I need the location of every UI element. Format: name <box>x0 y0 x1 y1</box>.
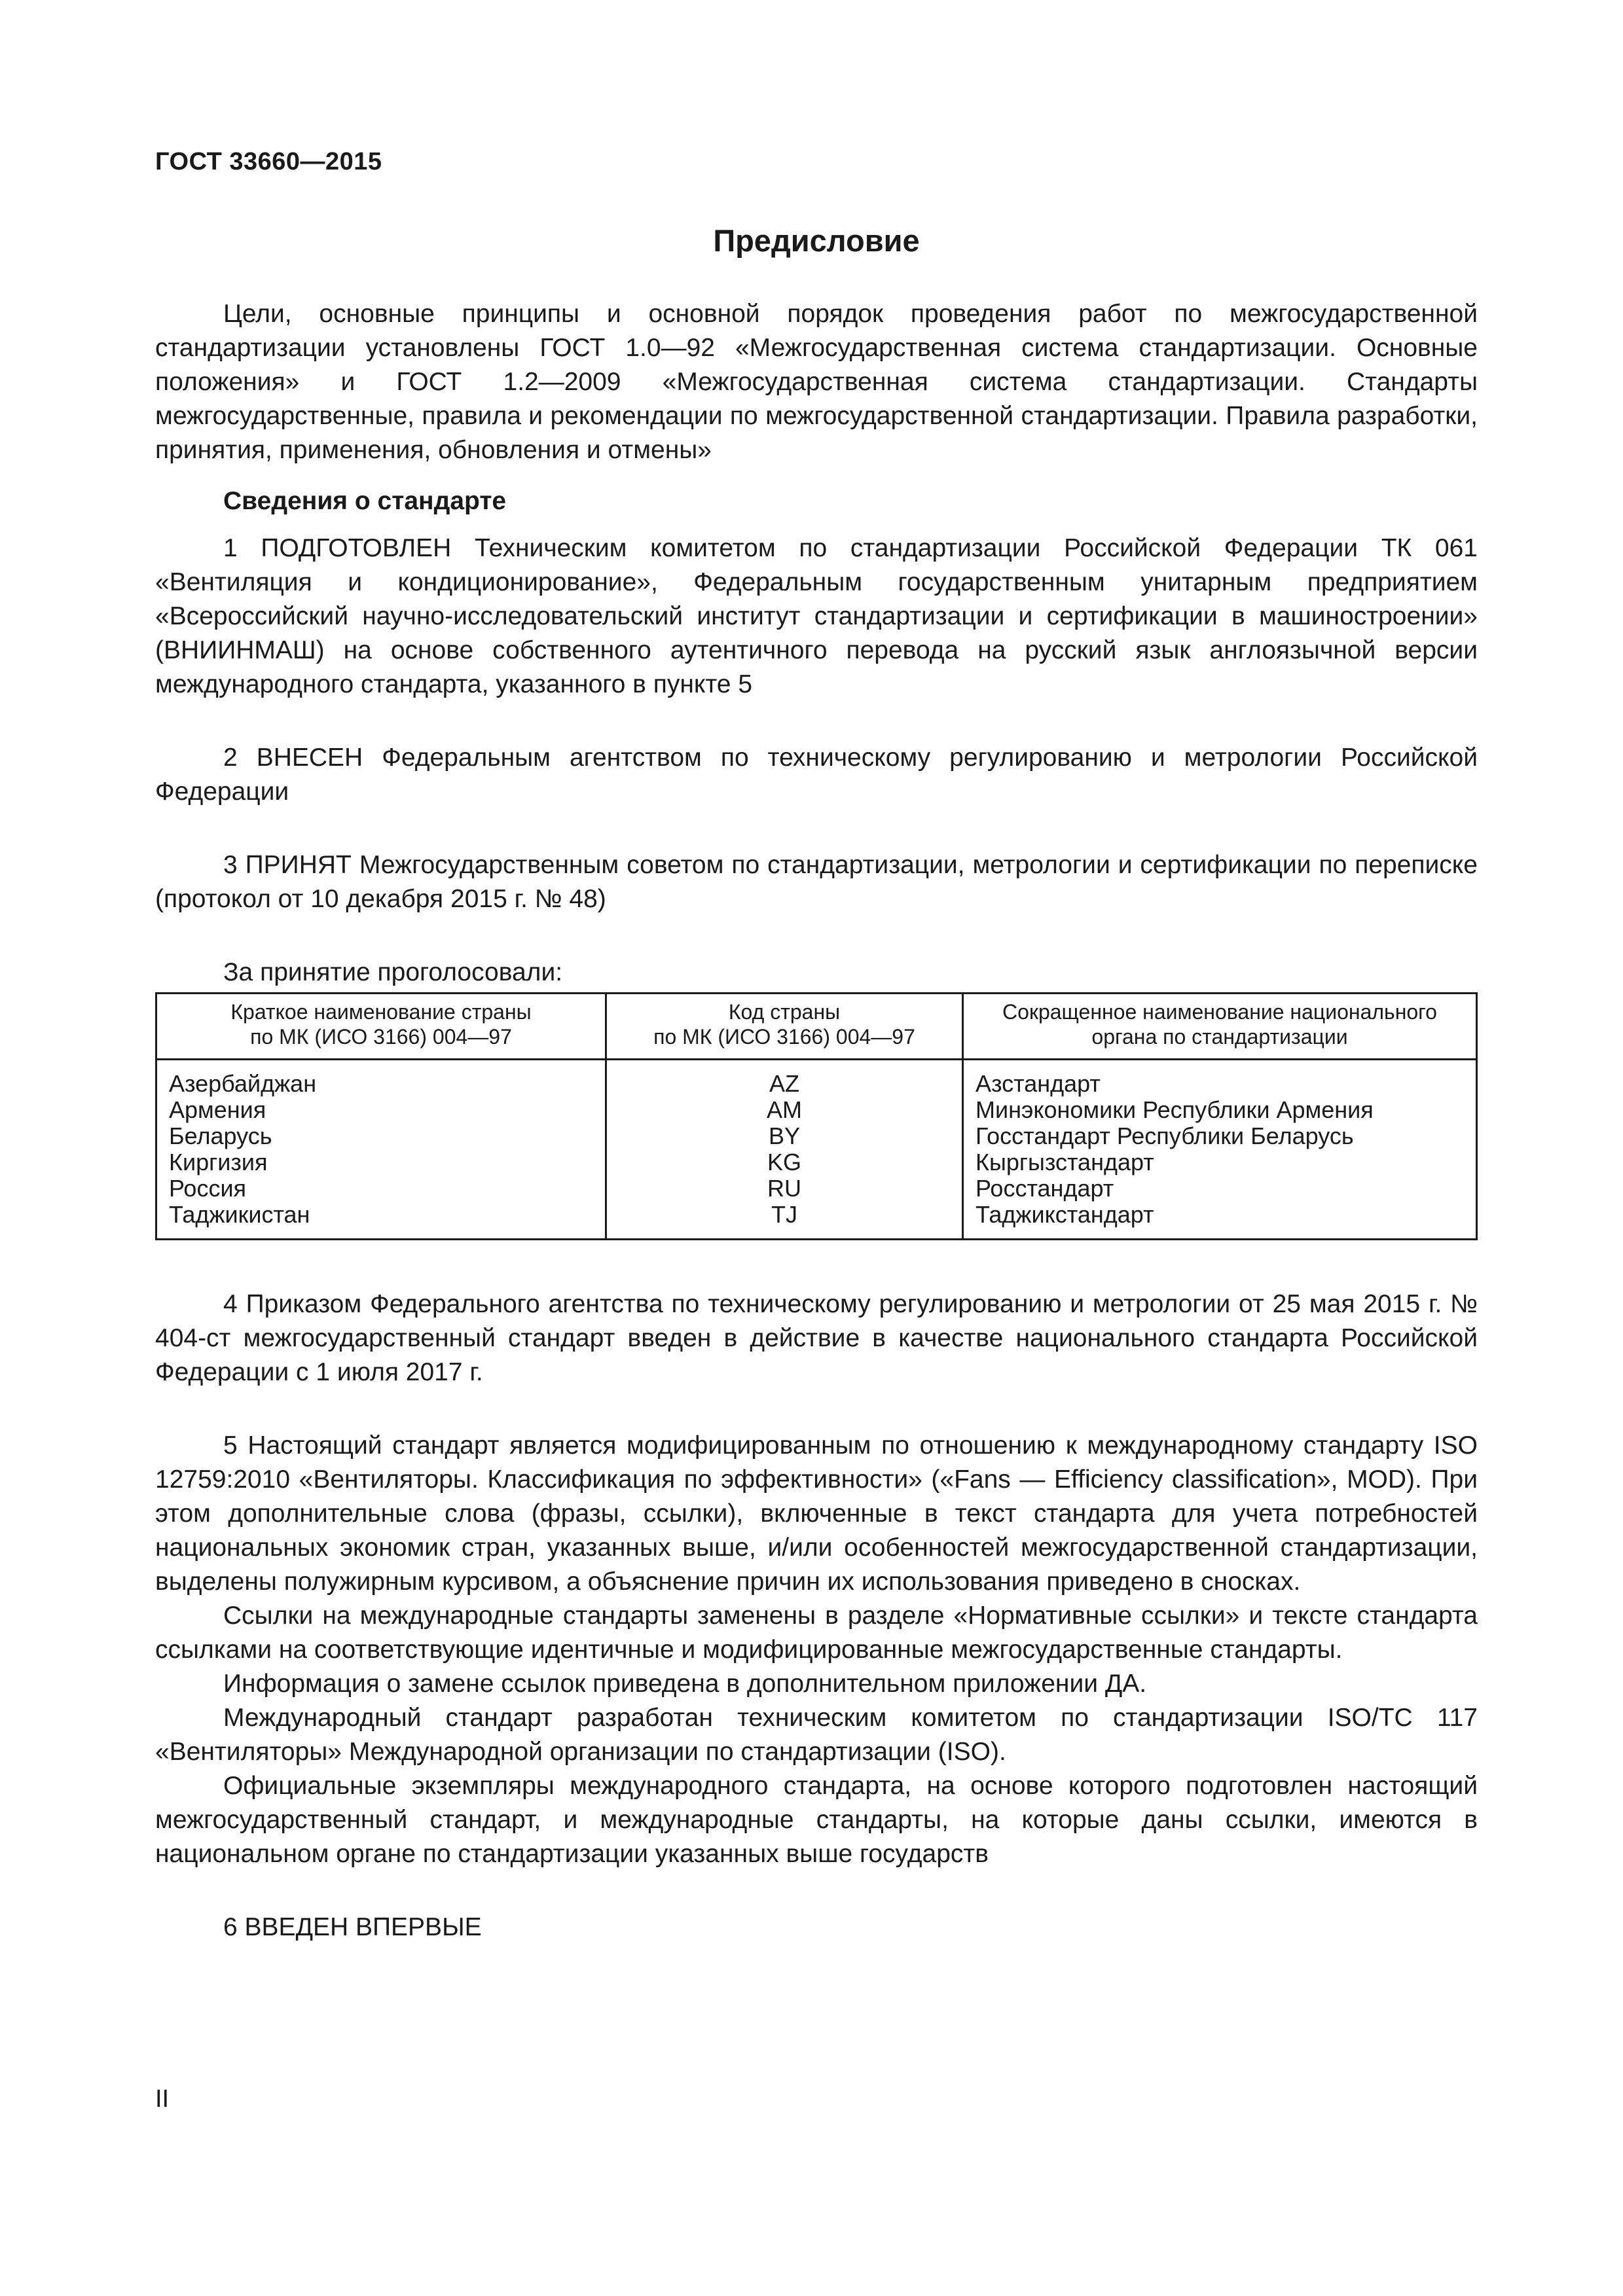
standards-body-cell: Госстандарт Республики Беларусь <box>963 1123 1477 1149</box>
item-2-paragraph: 2 ВНЕСЕН Федеральным агентством по техническому регулированию и метрологии Российской Федерации <box>155 744 1478 806</box>
country-code-cell: BY <box>606 1123 963 1149</box>
votes-table <box>155 992 1478 1240</box>
table-header-cell: Краткое наименование страны по МК (ИСО 3166) 004—97 <box>156 994 606 1060</box>
table-header-cell: Код страны по МК (ИСО 3166) 004—97 <box>606 994 963 1060</box>
country-name-cell: Киргизия <box>156 1149 606 1175</box>
standards-body-cell: Минэкономики Республики Армения <box>963 1097 1477 1123</box>
country-code-cell: TJ <box>606 1202 963 1240</box>
country-code-cell: KG <box>606 1149 963 1175</box>
country-code-cell: AM <box>606 1097 963 1123</box>
item-4-paragraph: 4 Приказом Федерального агентства по техническому регулированию и метрологии от 25 мая 2015 г. № 404-ст межгосударственный стандарт введен в действие в качестве национального стандарта Российской Федерации с 1 июля 2017 г. <box>155 1290 1478 1386</box>
document-page <box>155 0 1478 2296</box>
standards-body-cell: Росстандарт <box>963 1175 1477 1202</box>
standards-body-cell: Азстандарт <box>963 1060 1477 1098</box>
item-5-paragraph: 5 Настоящий стандарт является модифицированным по отношению к международному стандарту ISO 12759:2010 «Вентиляторы. Классификация по эффективности» («Fans — Efficiency classification», MOD). При этом дополнительные слова (фразы, ссылки), включенные в текст стандарта для учета потребностей национальных экономик стран, указанных выше, и/или особенностей межгосударственной стандартизации, выделены полужирным курсивом, а объяснение причин их использования приведено в сносках. <box>155 1431 1478 1596</box>
item-5-committee-paragraph: Международный стандарт разработан техническим комитетом по стандартизации ISO/TC 117 «Вентиляторы» Международной организации по стандартизации (ISO). <box>155 1704 1478 1766</box>
section-heading: Сведения о стандарте <box>223 487 507 515</box>
intro-paragraph: Цели, основные принципы и основной порядок проведения работ по межгосударственной стандартизации установлены ГОСТ 1.0—92 «Межгосударственная система стандартизации. Основные положения» и ГОСТ 1.2—2009 «Межгосударственная система стандартизации. Стандарты межгосударственные, правила и рекомендации по межгосударственной стандартизации. Правила разработки, принятия, применения, обновления и отмены» <box>155 300 1478 464</box>
country-code-cell: AZ <box>606 1060 963 1098</box>
votes-intro: За принятие проголосовали: <box>223 958 563 986</box>
table-row <box>156 1123 1477 1149</box>
country-name-cell: Таджикистан <box>156 1202 606 1240</box>
table-header-cell: Сокращенное наименование национального органа по стандартизации <box>963 994 1477 1060</box>
country-name-cell: Россия <box>156 1175 606 1202</box>
country-name-cell: Азербайджан <box>156 1060 606 1098</box>
page-content <box>155 297 1478 1945</box>
table-row <box>156 1149 1477 1175</box>
document-code: ГОСТ 33660—2015 <box>155 148 382 175</box>
item-5-appendix-paragraph: Информация о замене ссылок приведена в дополнительном приложении ДА. <box>223 1670 1147 1698</box>
standards-body-cell: Кыргызстандарт <box>963 1149 1477 1175</box>
item-1-paragraph: 1 ПОДГОТОВЛЕН Техническим комитетом по стандартизации Российской Федерации ТК 061 «Вентиляция и кондиционирование», Федеральным государственным унитарным предприятием «Всероссийский научно-исследовательский институт стандартизации и сертификации в машиностроении» (ВНИИНМАШ) на основе собственного аутентичного перевода на русский язык англоязычной версии международного стандарта, указанного в пункте 5 <box>155 534 1478 698</box>
table-header-row <box>156 994 1477 1060</box>
country-name-cell: Армения <box>156 1097 606 1123</box>
table-row <box>156 1097 1477 1123</box>
table-row <box>156 1202 1477 1240</box>
country-code-cell: RU <box>606 1175 963 1202</box>
page-title: Предисловие <box>713 223 920 258</box>
standards-body-cell: Таджикстандарт <box>963 1202 1477 1240</box>
page-number: II <box>155 2085 170 2113</box>
table-row <box>156 1175 1477 1202</box>
table-row <box>156 1060 1477 1098</box>
item-5-copies-paragraph: Официальные экземпляры международного стандарта, на основе которого подготовлен настоящий межгосударственный стандарт, и международные стандарты, на которые даны ссылки, имеются в национальном органе по стандартизации указанных выше государств <box>155 1772 1478 1868</box>
item-3-paragraph: 3 ПРИНЯТ Межгосударственным советом по стандартизации, метрологии и сертификации по переписке (протокол от 10 декабря 2015 г. № 48) <box>155 851 1478 913</box>
country-name-cell: Беларусь <box>156 1123 606 1149</box>
item-5-references-paragraph: Ссылки на международные стандарты заменены в разделе «Нормативные ссылки» и тексте стандарта ссылками на соответствующие идентичные и модифицированные межгосударственные стандарты. <box>155 1602 1478 1664</box>
item-6-paragraph: 6 ВВЕДЕН ВПЕРВЫЕ <box>223 1913 482 1941</box>
